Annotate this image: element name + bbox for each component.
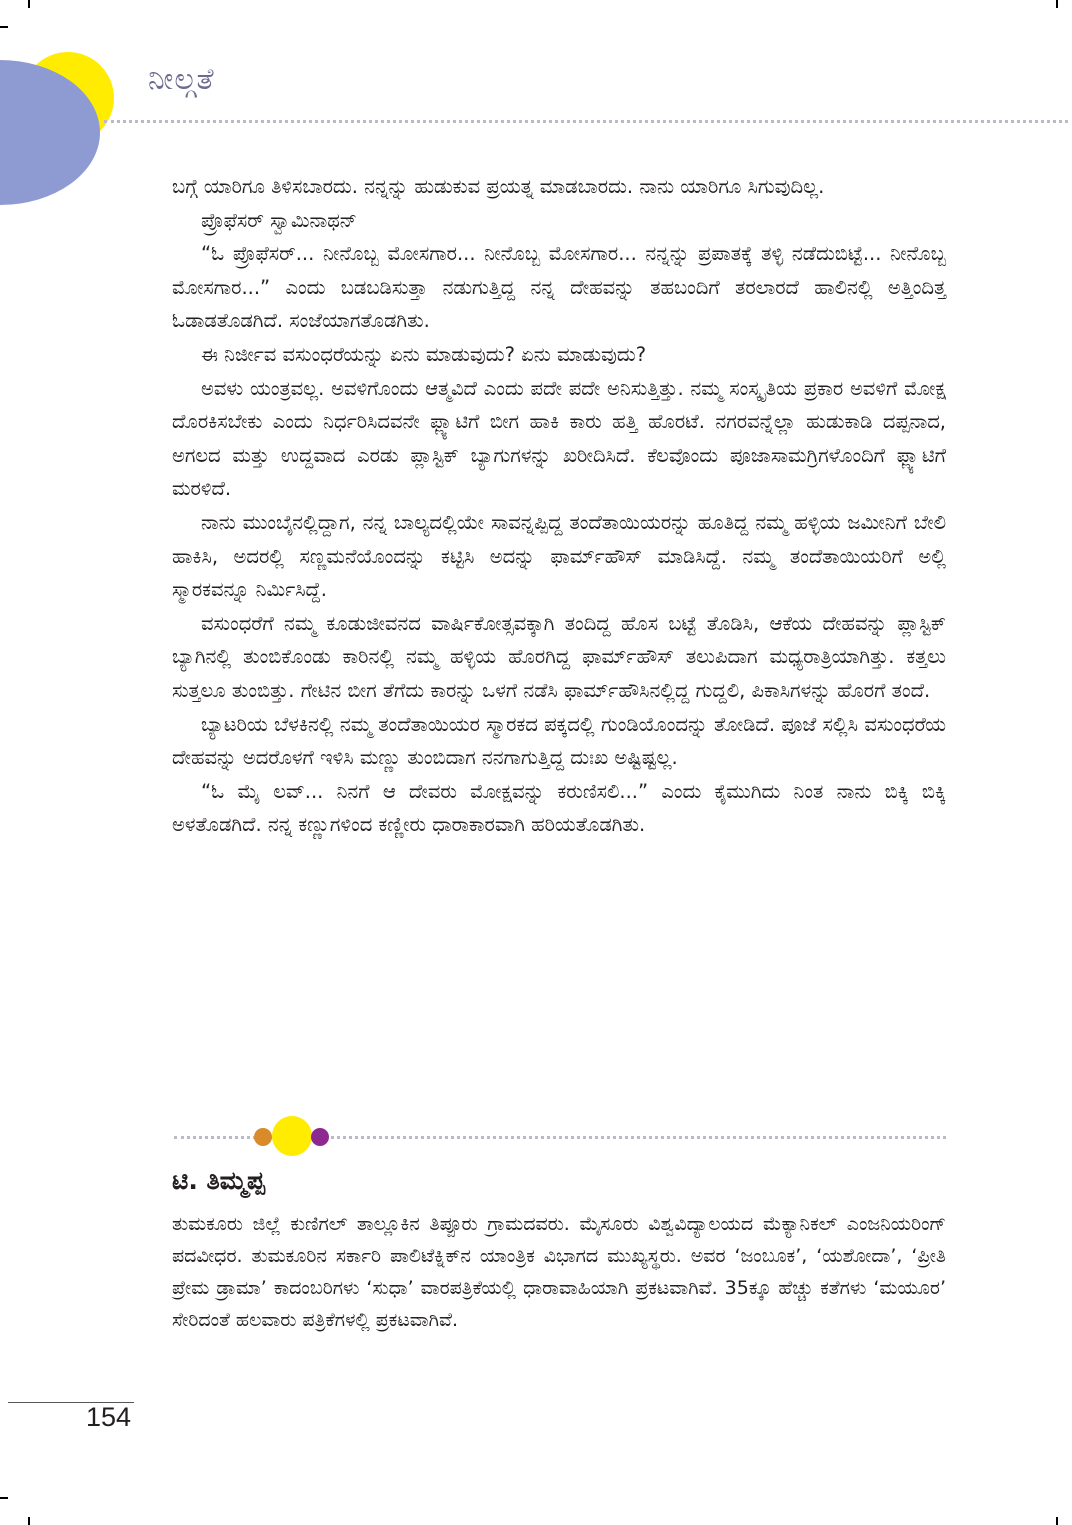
paragraph: ಪ್ರೊಫೆಸರ್ ಸ್ವಾಮಿನಾಥನ್: [201, 208, 357, 232]
purple-dot-ornament: [311, 1128, 329, 1146]
crop-mark-bottom-left: [28, 1517, 30, 1525]
crop-mark-left-bottom: [0, 1497, 8, 1499]
running-header-title: ನೀಲ್ಗತೆ: [148, 62, 215, 97]
paragraph: “ಓ ಪ್ರೊಫೆಸರ್... ನೀನೊಬ್ಬ ಮೋಸಗಾರ... ನೀನೊಬ್ಬ ಮೋಸಗಾರ... ನನ್ನನ್ನು ಪ್ರಪಾತಕ್ಕೆ ತಳ್ಳಿ ನಡೆದುಬಿಟ್ಟೆ... ನೀನೊಬ್ಬ ಮೋಸಗಾರ...” ಎಂದು ಬಡಬಡಿಸುತ್ತಾ ನಡುಗುತ್ತಿದ್ದ ನನ್ನ ದೇಹವನ್ನು ತಹಬಂದಿಗೆ ತರಲಾರದೆ ಹಾಲಿನಲ್ಲಿ ಅತ್ತಿಂದಿತ್ತ ಓಡಾಡತೊಡಗಿದೆ. ಸಂಜೆಯಾಗತೊಡಗಿತು.: [172, 242, 946, 333]
paragraph: “ಓ ಮೈ ಲವ್... ನಿನಗೆ ಆ ದೇವರು ಮೋಕ್ಷವನ್ನು ಕರುಣಿಸಲಿ...” ಎಂದು ಕೈಮುಗಿದು ನಿಂತ ನಾನು ಬಿಕ್ಕಿ ಬಿಕ್ಕಿ ಅಳತೊಡಗಿದೆ. ನನ್ನ ಕಣ್ಣುಗಳಿಂದ ಕಣ್ಣೀರು ಧಾರಾಕಾರವಾಗಿ ಹರಿಯತೊಡಗಿತು.: [172, 779, 946, 837]
crop-mark-bottom-right: [1056, 1517, 1058, 1525]
paragraph: ಬ್ಯಾಟರಿಯ ಬೆಳಕಿನಲ್ಲಿ ನಮ್ಮ ತಂದೆತಾಯಿಯರ ಸ್ಮಾರಕದ ಪಕ್ಕದಲ್ಲಿ ಗುಂಡಿಯೊಂದನ್ನು ತೋಡಿದೆ. ಪೂಜೆ ಸಲ್ಲಿಸಿ ವಸುಂಧರೆಯ ದೇಹವನ್ನು ಅದರೊಳಗೆ ಇಳಿಸಿ ಮಣ್ಣು ತುಂಬಿದಾಗ ನನಗಾಗುತ್ತಿದ್ದ ದುಃಖ ಅಷ್ಟಿಷ್ಟಲ್ಲ.: [172, 712, 946, 770]
orange-dot-ornament: [254, 1128, 272, 1146]
crop-mark-top-left: [28, 0, 30, 8]
header-dotted-rule: [104, 120, 1068, 123]
paragraph: ಈ ನಿರ್ಜೀವ ವಸುಂಧರೆಯನ್ನು ಏನು ಮಾಡುವುದು? ಏನು ಮಾಡುವುದು?: [201, 342, 647, 366]
paragraph: ನಾನು ಮುಂಬೈನಲ್ಲಿದ್ದಾಗ, ನನ್ನ ಬಾಲ್ಯದಲ್ಲಿಯೇ ಸಾವನ್ನಪ್ಪಿದ್ದ ತಂದೆತಾಯಿಯರನ್ನು ಹೂತಿದ್ದ ನಮ್ಮ ಹಳ್ಳಿಯ ಜಮೀನಿಗೆ ಬೇಲಿ ಹಾಕಿಸಿ, ಅದರಲ್ಲಿ ಸಣ್ಣಮನೆಯೊಂದನ್ನು ಕಟ್ಟಿಸಿ ಅದನ್ನು ಫಾರ್ಮ್‌ಹೌಸ್ ಮಾಡಿಸಿದ್ದೆ. ನಮ್ಮ ತಂದೆತಾಯಿಯರಿಗೆ ಅಲ್ಲಿ ಸ್ಮಾರಕವನ್ನೂ ನಿರ್ಮಿಸಿದ್ದೆ.: [172, 510, 946, 602]
author-bio: ತುಮಕೂರು ಜಿಲ್ಲೆ ಕುಣಿಗಲ್ ತಾಲ್ಲೂಕಿನ ತಿಪ್ಪೂರು ಗ್ರಾಮದವರು. ಮೈಸೂರು ವಿಶ್ವವಿದ್ಯಾಲಯದ ಮೆಕ್ಯಾನಿಕಲ್ ಎಂಜನಿಯರಿಂಗ್ ಪದವೀಧರ. ತುಮಕೂರಿನ ಸರ್ಕಾರಿ ಪಾಲಿಟೆಕ್ನಿಕ್‌ನ ಯಾಂತ್ರಿಕ ವಿಭಾಗದ ಮುಖ್ಯಸ್ಥರು. ಅವರ ‘ಜಂಬೂಕ’, ‘ಯಶೋದಾ’, ‘ಪ್ರೀತಿ ಪ್ರೇಮ ಡ್ರಾಮಾ’ ಕಾದಂಬರಿಗಳು ‘ಸುಧಾ’ ವಾರಪತ್ರಿಕೆಯಲ್ಲಿ ಧಾರಾವಾಹಿಯಾಗಿ ಪ್ರಕಟವಾಗಿವೆ. 35ಕ್ಕೂ ಹೆಚ್ಚು ಕತೆಗಳು ‘ಮಯೂರ’ ಸೇರಿದಂತೆ ಹಲವಾರು ಪತ್ರಿಕೆಗಳಲ್ಲಿ ಪ್ರಕಟವಾಗಿವೆ.: [172, 1213, 946, 1331]
paragraph: ಅವಳು ಯಂತ್ರವಲ್ಲ. ಅವಳಿಗೊಂದು ಆತ್ಮವಿದೆ ಎಂದು ಪದೇ ಪದೇ ಅನಿಸುತ್ತಿತ್ತು. ನಮ್ಮ ಸಂಸ್ಕೃತಿಯ ಪ್ರಕಾರ ಅವಳಿಗೆ ಮೋಕ್ಷ ದೊರಕಿಸಬೇಕು ಎಂದು ನಿರ್ಧರಿಸಿದವನೇ ಫ್ಲ್ಯಾಟಿಗೆ ಬೀಗ ಹಾಕಿ ಕಾರು ಹತ್ತಿ ಹೊರಟೆ. ನಗರವನ್ನೆಲ್ಲಾ ಹುಡುಕಾಡಿ ದಪ್ಪನಾದ, ಅಗಲದ ಮತ್ತು ಉದ್ದವಾದ ಎರಡು ಪ್ಲಾಸ್ಟಿಕ್ ಬ್ಯಾಗುಗಳನ್ನು ಖರೀದಿಸಿದೆ. ಕೆಲವೊಂದು ಪೂಜಾಸಾಮಗ್ರಿಗಳೊಂದಿಗೆ ಫ್ಲ್ಯಾಟಿಗೆ ಮರಳಿದೆ.: [172, 376, 946, 501]
author-name: ಟಿ. ತಿಮ್ಮಪ್ಪ: [172, 1166, 265, 1195]
paragraph: ಬಗ್ಗೆ ಯಾರಿಗೂ ತಿಳಿಸಬಾರದು. ನನ್ನನ್ನು ಹುಡುಕುವ ಪ್ರಯತ್ನ ಮಾಡಬಾರದು. ನಾನು ಯಾರಿಗೂ ಸಿಗುವುದಿಲ್ಲ.: [172, 175, 825, 198]
page-number: 154: [86, 1402, 132, 1432]
story-body: [172, 170, 946, 842]
crop-mark-top-right: [1056, 0, 1058, 8]
crop-mark-left-top: [0, 26, 8, 28]
yellow-dot-ornament: [272, 1116, 312, 1156]
paragraph: ವಸುಂಧರೆಗೆ ನಮ್ಮ ಕೂಡುಜೀವನದ ವಾರ್ಷಿಕೋತ್ಸವಕ್ಕಾಗಿ ತಂದಿದ್ದ ಹೊಸ ಬಟ್ಟೆ ತೊಡಿಸಿ, ಆಕೆಯ ದೇಹವನ್ನು ಪ್ಲಾಸ್ಟಿಕ್ ಬ್ಯಾಗಿನಲ್ಲಿ ತುಂಬಿಕೊಂಡು ಕಾರಿನಲ್ಲಿ ನಮ್ಮ ಹಳ್ಳಿಯ ಹೊರಗಿದ್ದ ಫಾರ್ಮ್‌ಹೌಸ್ ತಲುಪಿದಾಗ ಮಧ್ಯರಾತ್ರಿಯಾಗಿತ್ತು. ಕತ್ತಲು ಸುತ್ತಲೂ ತುಂಬಿತ್ತು. ಗೇಟಿನ ಬೀಗ ತೆಗೆದು ಕಾರನ್ನು ಒಳಗೆ ನಡೆಸಿ ಫಾರ್ಮ್‌ಹೌಸಿನಲ್ಲಿದ್ದ ಗುದ್ದಲಿ, ಪಿಕಾಸಿಗಳನ್ನು ಹೊರಗೆ ತಂದೆ.: [172, 611, 946, 702]
